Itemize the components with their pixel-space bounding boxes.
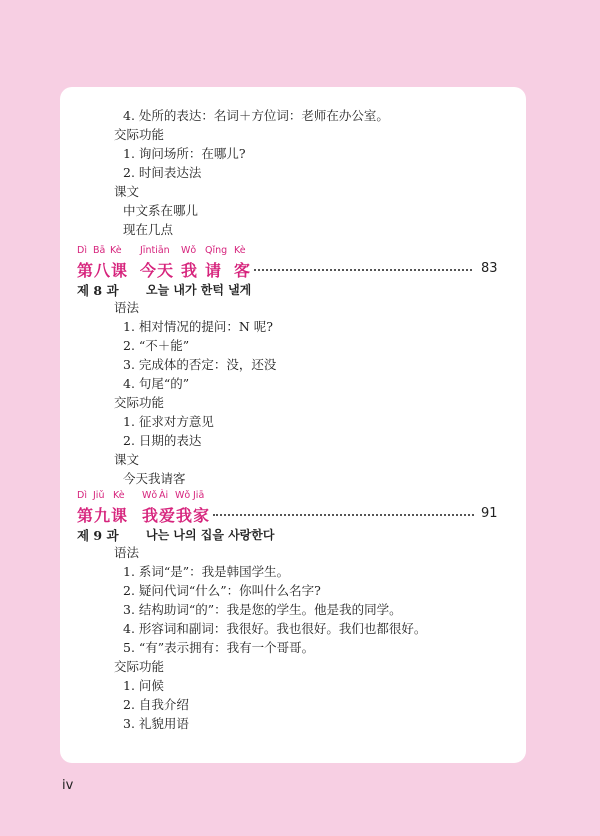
grammar-item: 4. 句尾“的” <box>123 376 190 391</box>
section-heading-text: 课文 <box>114 452 140 467</box>
lesson9-korean-number: 제 9 과 <box>77 528 119 543</box>
pinyin-wo: Wǒ <box>142 490 158 501</box>
grammar-item: 5. “有”表示拥有：我有一个哥哥。 <box>123 640 315 655</box>
lesson8-title-word-4: 客 <box>234 261 252 280</box>
pinyin-ke2: Kè <box>234 245 246 256</box>
grammar-item-4: 4. 处所的表达：名词＋方位词：老师在办公室。 <box>123 108 389 123</box>
pinyin-jintian: Jīntiān <box>140 245 170 256</box>
page-number: iv <box>62 778 74 793</box>
text-item: 今天我请客 <box>123 471 186 486</box>
grammar-item: 2. “不＋能” <box>123 338 190 353</box>
section-heading-communication: 交际功能 <box>114 127 165 142</box>
lesson8-page-number: 83 <box>481 261 498 276</box>
section-heading-communication: 交际功能 <box>114 395 165 410</box>
lesson8-title-word-2: 我 <box>181 261 199 280</box>
pinyin-jiu: Jiǔ <box>93 490 105 501</box>
pinyin-di: Dì <box>77 245 87 256</box>
function-item: 2. 日期的表达 <box>123 433 202 448</box>
lesson8-korean-number: 제 8 과 <box>77 283 119 298</box>
lesson8-title-word-1: 今天 <box>140 261 175 280</box>
leader-dots <box>213 514 474 516</box>
grammar-item: 1. 相对情况的提问：N 呢? <box>123 319 274 334</box>
pinyin-ke: Kè <box>110 245 122 256</box>
pinyin-di: Dì <box>77 490 87 501</box>
pinyin-wo: Wǒ <box>181 245 197 256</box>
pinyin-jia: Jiā <box>193 490 205 501</box>
pinyin-ai: Ài <box>159 490 169 501</box>
section-heading-communication: 交际功能 <box>114 659 165 674</box>
function-item: 1. 征求对方意见 <box>123 414 214 429</box>
text-item-1: 中文系在哪儿 <box>123 203 199 218</box>
function-item-1: 1. 询问场所：在哪儿? <box>123 146 246 161</box>
function-item: 1. 问候 <box>123 678 164 693</box>
function-item-2: 2. 时间表达法 <box>123 165 202 180</box>
pinyin-qing: Qǐng <box>205 245 228 256</box>
lesson8-title-ordinal: 第八课 <box>77 261 129 280</box>
leader-dots <box>254 269 472 271</box>
lesson9-title-words: 我爱我家 <box>142 506 211 525</box>
lesson9-title-ordinal: 第九课 <box>77 506 129 525</box>
function-item: 3. 礼貌用语 <box>123 716 189 731</box>
pinyin-ke: Kè <box>113 490 125 501</box>
pinyin-ba: Bā <box>93 245 106 256</box>
grammar-item: 3. 完成体的否定：没，还没 <box>123 357 277 372</box>
grammar-item: 2. 疑问代词“什么”：你叫什么名字? <box>123 583 321 598</box>
lesson8-title-word-3: 请 <box>205 261 223 280</box>
lesson9-korean-title: 나는 나의 집을 사랑한다 <box>146 528 275 542</box>
function-item: 2. 自我介绍 <box>123 697 189 712</box>
lesson9-page-number: 91 <box>481 506 498 521</box>
section-heading-text: 课文 <box>114 184 140 199</box>
text-item-2: 现在几点 <box>123 222 174 237</box>
lesson8-korean-title: 오늘 내가 한턱 낼게 <box>146 283 252 297</box>
section-heading-grammar: 语法 <box>114 300 140 315</box>
grammar-item: 3. 结构助词“的”：我是您的学生。他是我的同学。 <box>123 602 402 617</box>
section-heading-grammar: 语法 <box>114 545 140 560</box>
pinyin-wo2: Wǒ <box>175 490 191 501</box>
grammar-item: 4. 形容词和副词：我很好。我也很好。我们也都很好。 <box>123 621 427 636</box>
grammar-item: 1. 系词“是”：我是韩国学生。 <box>123 564 290 579</box>
